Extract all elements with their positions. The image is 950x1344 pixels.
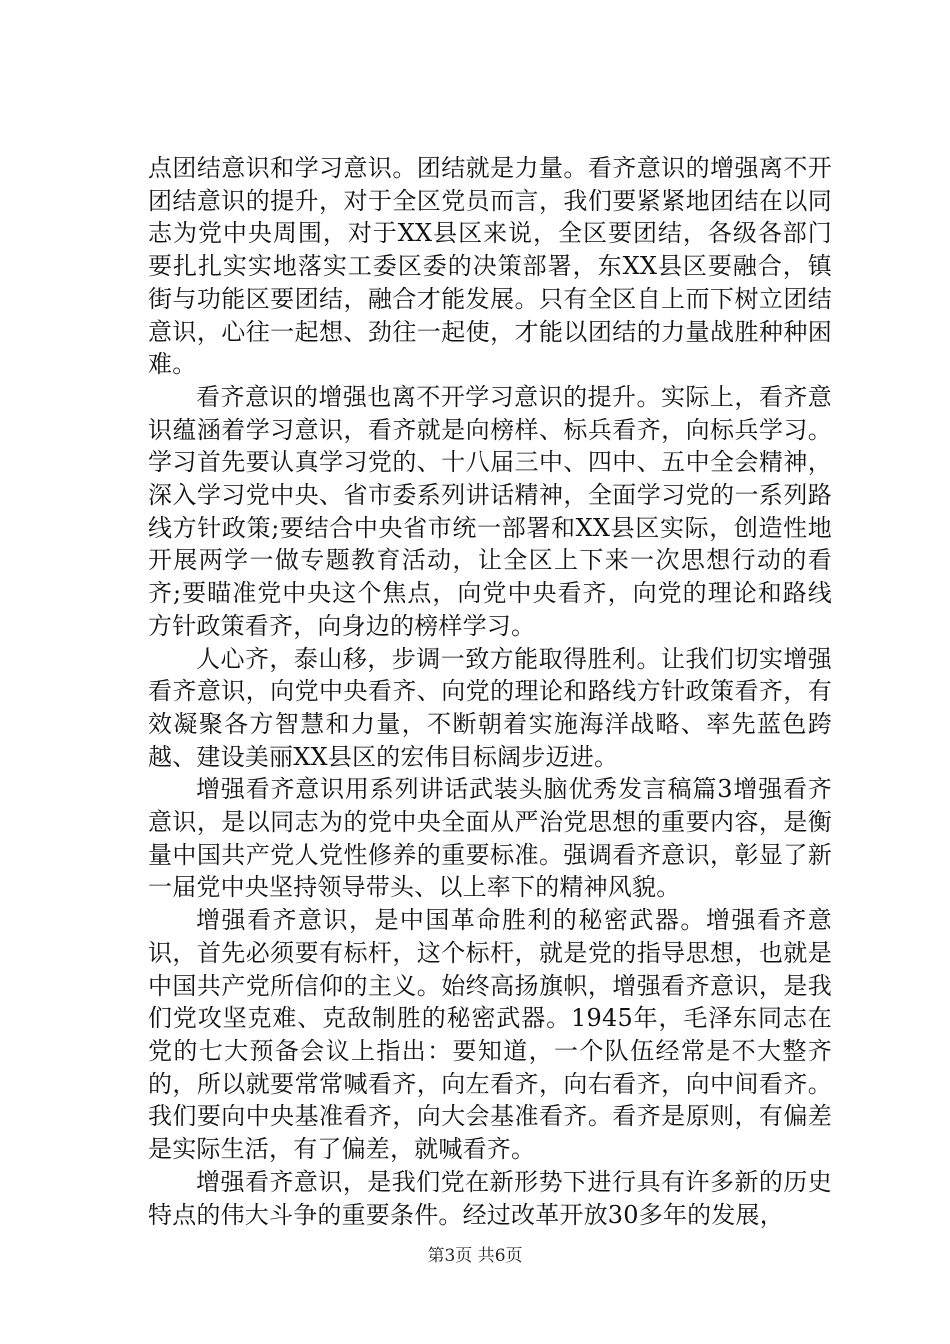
paragraph-4: 增强看齐意识用系列讲话武装头脑优秀发言稿篇3增强看齐意识，是以同志为的党中央全面从严治党思想的重要内容，是衡量中国共产党人党性修养的重要标准。强调看齐意识，彰显了新一届党中央坚持领导带头、以上率下的精神风貌。 [148,775,832,902]
paragraph-3: 人心齐，泰山移，步调一致方能取得胜利。让我们切实增强看齐意识，向党中央看齐、向党的理论和路线方针政策看齐，有效凝聚各方智慧和力量，不断朝着实施海洋战略、率先蓝色跨越、建设美丽XX县区的宏伟目标阔步迈进。 [148,644,832,771]
paragraph-6: 增强看齐意识，是我们党在新形势下进行具有许多新的历史特点的伟大斗争的重要条件。经过改革开放30多年的发展， [148,1167,832,1229]
paragraph-1: 点团结意识和学习意识。团结就是力量。看齐意识的增强离不开团结意识的提升，对于全区党员而言，我们要紧紧地团结在以同志为党中央周围，对于XX县区来说，全区要团结，各级各部门要扎扎实实地落实工委区委的决策部署，东XX县区要融合，镇街与功能区要团结，融合才能发展。只有全区自上而下树立团结意识，心往一起想、劲往一起使，才能以团结的力量战胜种种困难。 [148,154,832,379]
page-number-footer: 第3页 共6页 [427,1246,523,1266]
document-body [148,152,832,1231]
paragraph-5: 增强看齐意识，是中国革命胜利的秘密武器。增强看齐意识，首先必须要有标杆，这个标杆，就是党的指导思想，也就是中国共产党所信仰的主义。始终高扬旗帜，增强看齐意识，是我们党攻坚克难、克敌制胜的秘密武器。1945年，毛泽东同志在党的七大预备会议上指出：要知道，一个队伍经常是不大整齐的，所以就要常常喊看齐，向左看齐，向右看齐，向中间看齐。我们要向中央基准看齐，向大会基准看齐。看齐是原则，有偏差是实际生活，有了偏差，就喊看齐。 [148,906,832,1164]
paragraph-2: 看齐意识的增强也离不开学习意识的提升。实际上，看齐意识蕴涵着学习意识，看齐就是向榜样、标兵看齐，向标兵学习。学习首先要认真学习党的、十八届三中、四中、五中全会精神，深入学习党中央、省市委系列讲话精神，全面学习党的一系列路线方针政策;要结合中央省市统一部署和XX县区实际，创造性地开展两学一做专题教育活动，让全区上下来一次思想行动的看齐;要瞄准党中央这个焦点，向党中央看齐，向党的理论和路线方针政策看齐，向身边的榜样学习。 [148,382,832,640]
